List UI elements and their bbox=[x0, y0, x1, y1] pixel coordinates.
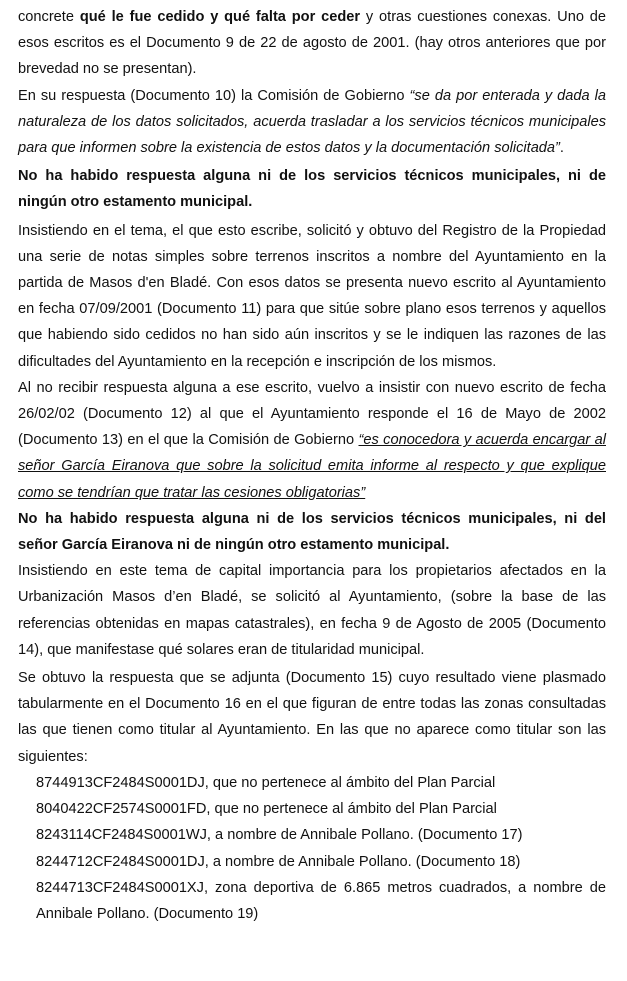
bold-segment: qué le fue cedido y qué falta por ceder bbox=[79, 9, 361, 25]
text-segment: Al no recibir respuesta alguna a ese escrito, vuelvo a insistir con nuevo escrito de fecha 26/02/02 (Documento 12) al que el Ayuntamiento responde el 16 de Mayo de 2002 (Documento 13) en el que la Comisión de Gobierno bbox=[18, 379, 606, 449]
italic-underlined-quote: “es conocedora y acuerda encargar al señor García Eiranova que sobre la solicitud emita informe al respecto y que explique como se tendrían que tratar las cesiones obligatorias” bbox=[18, 432, 606, 501]
bold-segment: No ha habido respuesta alguna ni de los servicios técnicos municipales, ni del señor García Eiranova ni de ningún otro estamento municipal. bbox=[18, 510, 606, 554]
parcel-description: , que no pertenece al ámbito del Plan Parcial bbox=[206, 801, 497, 818]
text-segment: Insistiendo en el tema, el que esto escribe, solicitó y obtuvo del Registro de la Propiedad una serie de notas simples sobre terrenos inscritos a nombre del Ayuntamiento en la partida de Masos d'en Bladé. Con esos datos se presenta nuevo escrito al Ayuntamiento en fecha 07/09/2001 (Documento 11) para que sitúe sobre plano esos terrenos y aquellos que habiendo sido cedidos no han sido aún inscritos y se le indiquen las razones de las dificultades del Ayuntamiento en la recepción e inscripción de los mismos. bbox=[18, 222, 606, 370]
document-page bbox=[18, 4, 606, 927]
paragraph-no-respuesta-1 bbox=[18, 163, 606, 215]
text-segment: Insistiendo en este tema de capital importancia para los propietarios afectados en la Urbanización Masos d’en Bladé, se solicitó al Ayuntamiento, (sobre la base de las referencias obtenidas en mapas catastrales), en fecha 9 de Agosto de 2005 (Documento 14), que manifestase qué solares eran de titularidad municipal. bbox=[18, 563, 606, 658]
cadastral-reference: 8040422CF2574S0001FD bbox=[36, 801, 207, 818]
parcel-list-item bbox=[36, 875, 606, 927]
paragraph-nuevo-escrito bbox=[18, 375, 606, 506]
cadastral-reference: 8744913CF2484S0001DJ bbox=[36, 774, 205, 791]
paragraph-respuesta-doc10 bbox=[18, 83, 606, 162]
parcel-description: , a nombre de Annibale Pollano. (Documento 17) bbox=[206, 827, 523, 844]
parcel-list-item bbox=[36, 770, 606, 796]
text-segment: En su respuesta (Documento 10) la Comisión de Gobierno bbox=[18, 87, 410, 104]
cadastral-reference: 8243114CF2484S0001WJ bbox=[36, 827, 207, 844]
bold-segment: No ha habido respuesta alguna ni de los servicios técnicos municipales, ni de ningún otro estamento municipal. bbox=[18, 168, 606, 211]
paragraph-no-respuesta-2 bbox=[18, 506, 606, 558]
text-segment: concrete bbox=[18, 9, 80, 25]
text-segment: Se obtuvo la respuesta que se adjunta (Documento 15) cuyo resultado viene plasmado tabularmente en el Documento 16 en el que figuran de entre todas las zonas consultadas las que tienen como titular al Ayuntamiento. En las que no aparece como titular son las siguientes: bbox=[18, 670, 606, 765]
cadastral-reference: 8244713CF2484S0001XJ bbox=[36, 879, 204, 896]
parcel-description: , que no pertenece al ámbito del Plan Parcial bbox=[204, 774, 496, 791]
parcel-description: , a nombre de Annibale Pollano. (Documento 18) bbox=[204, 853, 521, 870]
paragraph-registro-propiedad bbox=[18, 218, 606, 375]
parcel-list-item bbox=[36, 796, 606, 822]
italic-quote: “se da por enterada y dada la naturaleza de los datos solicitados, acuerda trasladar a los servicios técnicos municipales para que informen sobre la existencia de estos datos y la documentación solicitada” bbox=[18, 87, 606, 157]
text-segment: y otras cuestiones conexas. Uno de esos escritos es el Documento 9 de 22 de agosto de 2001. (hay otros anteriores que por brevedad no se presentan). bbox=[18, 9, 606, 78]
paragraph-concrete bbox=[18, 4, 606, 83]
paragraph-capital-importancia bbox=[18, 558, 606, 663]
paragraph-respuesta-doc15 bbox=[18, 665, 606, 770]
text-segment: . bbox=[559, 140, 564, 157]
parcel-list bbox=[36, 770, 606, 927]
cadastral-reference: 8244712CF2484S0001DJ bbox=[36, 853, 205, 870]
parcel-description: , zona deportiva de 6.865 metros cuadrados, a nombre de Annibale Pollano. (Documento 19) bbox=[36, 879, 606, 922]
parcel-list-item bbox=[36, 822, 606, 848]
parcel-list-item bbox=[36, 849, 606, 875]
